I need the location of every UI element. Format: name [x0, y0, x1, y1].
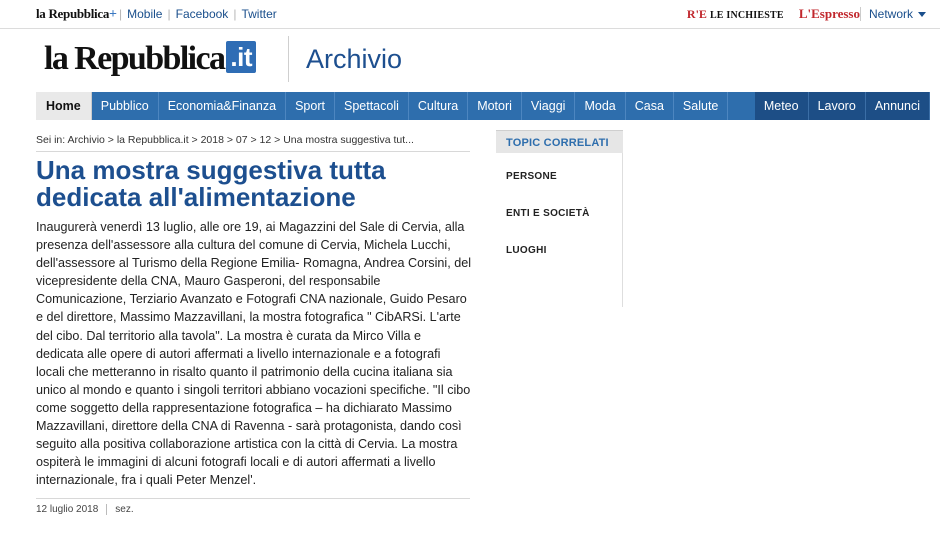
logo-suffix: .it — [226, 41, 256, 73]
nav-lavoro[interactable]: Lavoro — [809, 92, 866, 120]
main-nav — [36, 92, 930, 120]
chevron-down-icon — [918, 12, 926, 17]
partner-logos — [687, 6, 860, 22]
breadcrumb[interactable]: Sei in: Archivio > la Repubblica.it > 2018 > 07 > 12 > Una mostra suggestiva tut... — [36, 134, 414, 146]
meta-divider — [36, 498, 470, 499]
nav-cultura[interactable]: Cultura — [409, 92, 468, 120]
re-inchieste-logo[interactable] — [687, 7, 784, 21]
top-utility-bar — [0, 0, 940, 29]
brand-small-text: la Repubblica — [36, 6, 110, 21]
topic-enti-societa[interactable]: ENTI E SOCIETÀ — [506, 208, 590, 219]
link-separator: | — [119, 7, 123, 21]
brand-small-logo[interactable] — [36, 6, 117, 23]
logo-text: la Repubblica — [44, 40, 225, 77]
article-meta — [36, 504, 134, 515]
nav-viaggi[interactable]: Viaggi — [522, 92, 576, 120]
nav-motori[interactable]: Motori — [468, 92, 522, 120]
nav-spacer — [728, 92, 754, 120]
nav-meteo[interactable]: Meteo — [755, 92, 809, 120]
nav-casa[interactable]: Casa — [626, 92, 674, 120]
facebook-link[interactable]: Facebook — [175, 7, 229, 21]
related-topics-sidebar — [496, 130, 623, 307]
twitter-link[interactable]: Twitter — [241, 7, 277, 21]
nav-salute[interactable]: Salute — [674, 92, 728, 120]
topic-luoghi[interactable]: LUOGHI — [506, 245, 547, 256]
link-separator: | — [233, 7, 237, 21]
mobile-link[interactable]: Mobile — [127, 7, 163, 21]
topic-persone[interactable]: PERSONE — [506, 171, 558, 182]
meta-separator — [106, 504, 107, 515]
masthead-divider — [288, 36, 289, 82]
article-body: Inaugurerà venerdì 13 luglio, alle ore 19, ai Magazzini del Sale di Cervia, alla presenza dell'assessore alla cultura del comune di Cervia, Michela Lucchi, dell'assessore al Turismo della Regione Emilia- Romagna, Andrea Corsini, del vicepresidente della CNA, Mauro Gasperoni, del responsabile Comunicazione, Terziario Avanzato e Fotografi CNA nazionale, Guido Pesaro e del direttore, Massimo Mazzavillani, la mostra fotografica " CibARSi. L'arte del cibo. Dal territorio alla tavola". La mostra è curata da Mirco Villa e dedicata alle opere di autori affermati a livello internazionale e a fotografi locali che metteranno in risalto quanto il patrimonio della cucina italiana sia unico al mondo e quanto i singoli territori abbiano vocazioni specifiche. "Il cibo come soggetto della rappresentazione fotografica – ha dichiarato Massimo Mazzavillani, direttore della CNA di Ravenna - sarà protagonista, dando così seguito alla positiva collaborazione artistica con la città di Cervia. La mostra ospiterà le immagini di alcuni fotografi locali e di autori affermati a livello internazionale, fra i quali Peter Menzel'. — [36, 220, 472, 488]
article-section[interactable]: sez. — [115, 504, 134, 516]
espresso-logo[interactable]: L'Espresso — [798, 6, 860, 21]
article-date: 12 luglio 2018 — [36, 504, 99, 516]
network-menu[interactable] — [860, 7, 926, 21]
article-headline: Una mostra suggestiva tutta dedicata all'alimentazione — [36, 155, 386, 212]
network-label: Network — [868, 7, 913, 21]
nav-pubblico[interactable]: Pubblico — [92, 92, 159, 120]
topic-heading: TOPIC CORRELATI — [496, 130, 623, 153]
repubblica-logo[interactable] — [44, 36, 272, 82]
nav-moda[interactable]: Moda — [575, 92, 625, 120]
plus-icon: + — [109, 7, 117, 22]
nav-spettacoli[interactable]: Spettacoli — [335, 92, 409, 120]
topic-list — [496, 153, 623, 307]
nav-economia-finanza[interactable]: Economia&Finanza — [159, 92, 286, 120]
re-logo-text: R'E — [686, 7, 707, 21]
breadcrumb-divider — [36, 151, 470, 152]
nav-annunci[interactable]: Annunci — [866, 92, 930, 120]
social-links — [114, 7, 277, 21]
re-logo-subtext: LE INCHIESTE — [709, 10, 784, 21]
nav-sport[interactable]: Sport — [286, 92, 335, 120]
nav-home[interactable]: Home — [36, 92, 92, 120]
section-title[interactable]: Archivio — [306, 44, 403, 74]
link-separator: | — [167, 7, 171, 21]
